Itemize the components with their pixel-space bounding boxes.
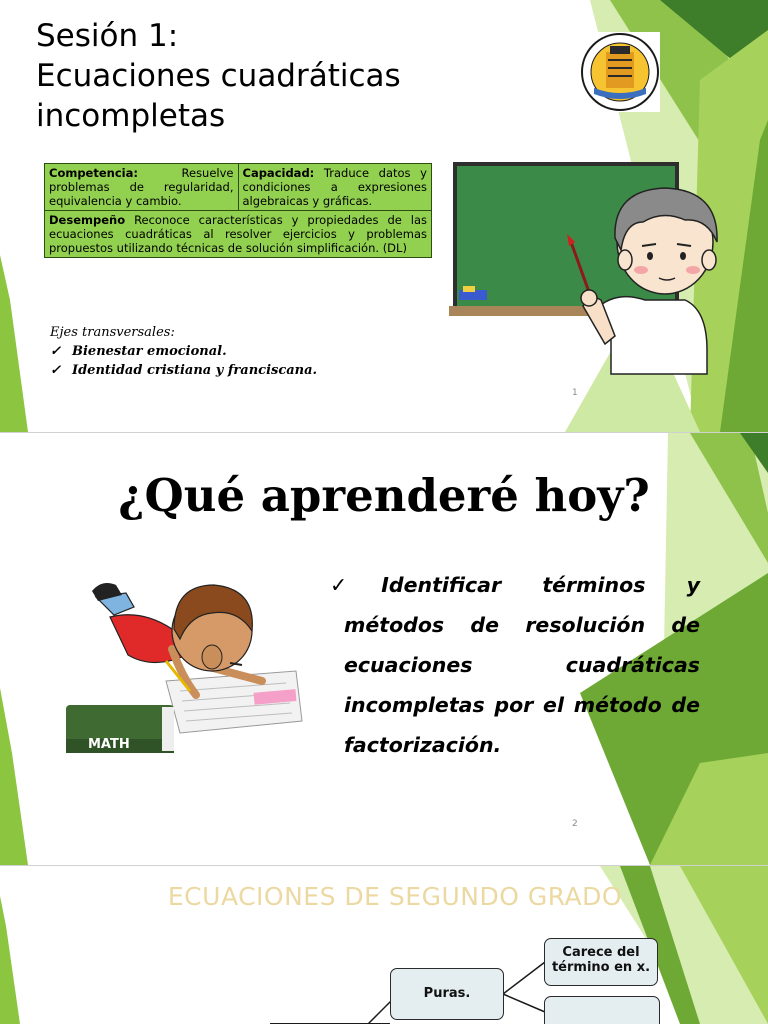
slide-1 bbox=[0, 0, 768, 432]
session-title bbox=[36, 16, 401, 136]
box-puras-label: Puras. bbox=[423, 986, 471, 1001]
page-number: 1 bbox=[572, 388, 578, 398]
ejes-item-label: Bienestar emocional. bbox=[72, 344, 227, 359]
student-studying-illustration bbox=[62, 573, 306, 759]
title-line-2: Ecuaciones cuadráticas bbox=[36, 58, 401, 94]
slide-3 bbox=[0, 866, 768, 1024]
competencia-text: Resuelve problemas de regularidad, equivalencia y cambio. bbox=[49, 166, 234, 208]
box-carece-line: término en x. bbox=[551, 960, 651, 975]
desempeno-cell bbox=[45, 211, 432, 258]
box-carece-line: Carece del bbox=[562, 945, 640, 960]
ejes-item bbox=[50, 361, 317, 380]
desempeno-label: Desempeño bbox=[49, 213, 126, 227]
slide-2 bbox=[0, 433, 768, 865]
box-formula bbox=[544, 996, 660, 1024]
box-puras bbox=[390, 968, 504, 1020]
objective-text: Identificar términos y métodos de resolución de ecuaciones cuadráticas incompletas por el método de factorización. bbox=[344, 573, 700, 757]
desempeno-text: Reconoce características y propiedades de las ecuaciones cuadráticas al resolver ejercicios y problemas propuestos utilizando técnicas de solución simplificación. (DL) bbox=[49, 213, 428, 255]
competency-table bbox=[44, 163, 432, 258]
slide-2-title: ¿Qué aprenderé hoy? bbox=[118, 469, 650, 522]
box-carece bbox=[544, 938, 658, 986]
school-logo bbox=[580, 32, 660, 112]
page-number: 2 bbox=[572, 819, 578, 829]
capacidad-label: Capacidad: bbox=[242, 166, 315, 180]
competencia-cell bbox=[45, 164, 239, 211]
math-book-label: MATH bbox=[88, 737, 130, 752]
capacidad-text: Traduce datos y condiciones a expresiones algebraicas y gráficas. bbox=[242, 166, 427, 208]
title-line-3: incompletas bbox=[36, 98, 226, 134]
learning-objective bbox=[330, 565, 700, 765]
capacidad-cell bbox=[238, 164, 432, 211]
ejes-item-label: Identidad cristiana y franciscana. bbox=[72, 363, 318, 378]
ejes-header: Ejes transversales: bbox=[50, 325, 175, 340]
ejes-transversales bbox=[50, 323, 317, 380]
check-icon: ✓ bbox=[50, 344, 61, 359]
check-icon: ✓ bbox=[50, 363, 61, 378]
competencia-label: Competencia: bbox=[49, 166, 138, 180]
title-line-1: Sesión 1: bbox=[36, 18, 179, 54]
ejes-item bbox=[50, 342, 317, 361]
teacher-chalkboard-illustration bbox=[445, 160, 735, 378]
slide-3-title: ECUACIONES DE SEGUNDO GRADO bbox=[167, 882, 623, 911]
check-icon: ✓ bbox=[330, 573, 382, 597]
